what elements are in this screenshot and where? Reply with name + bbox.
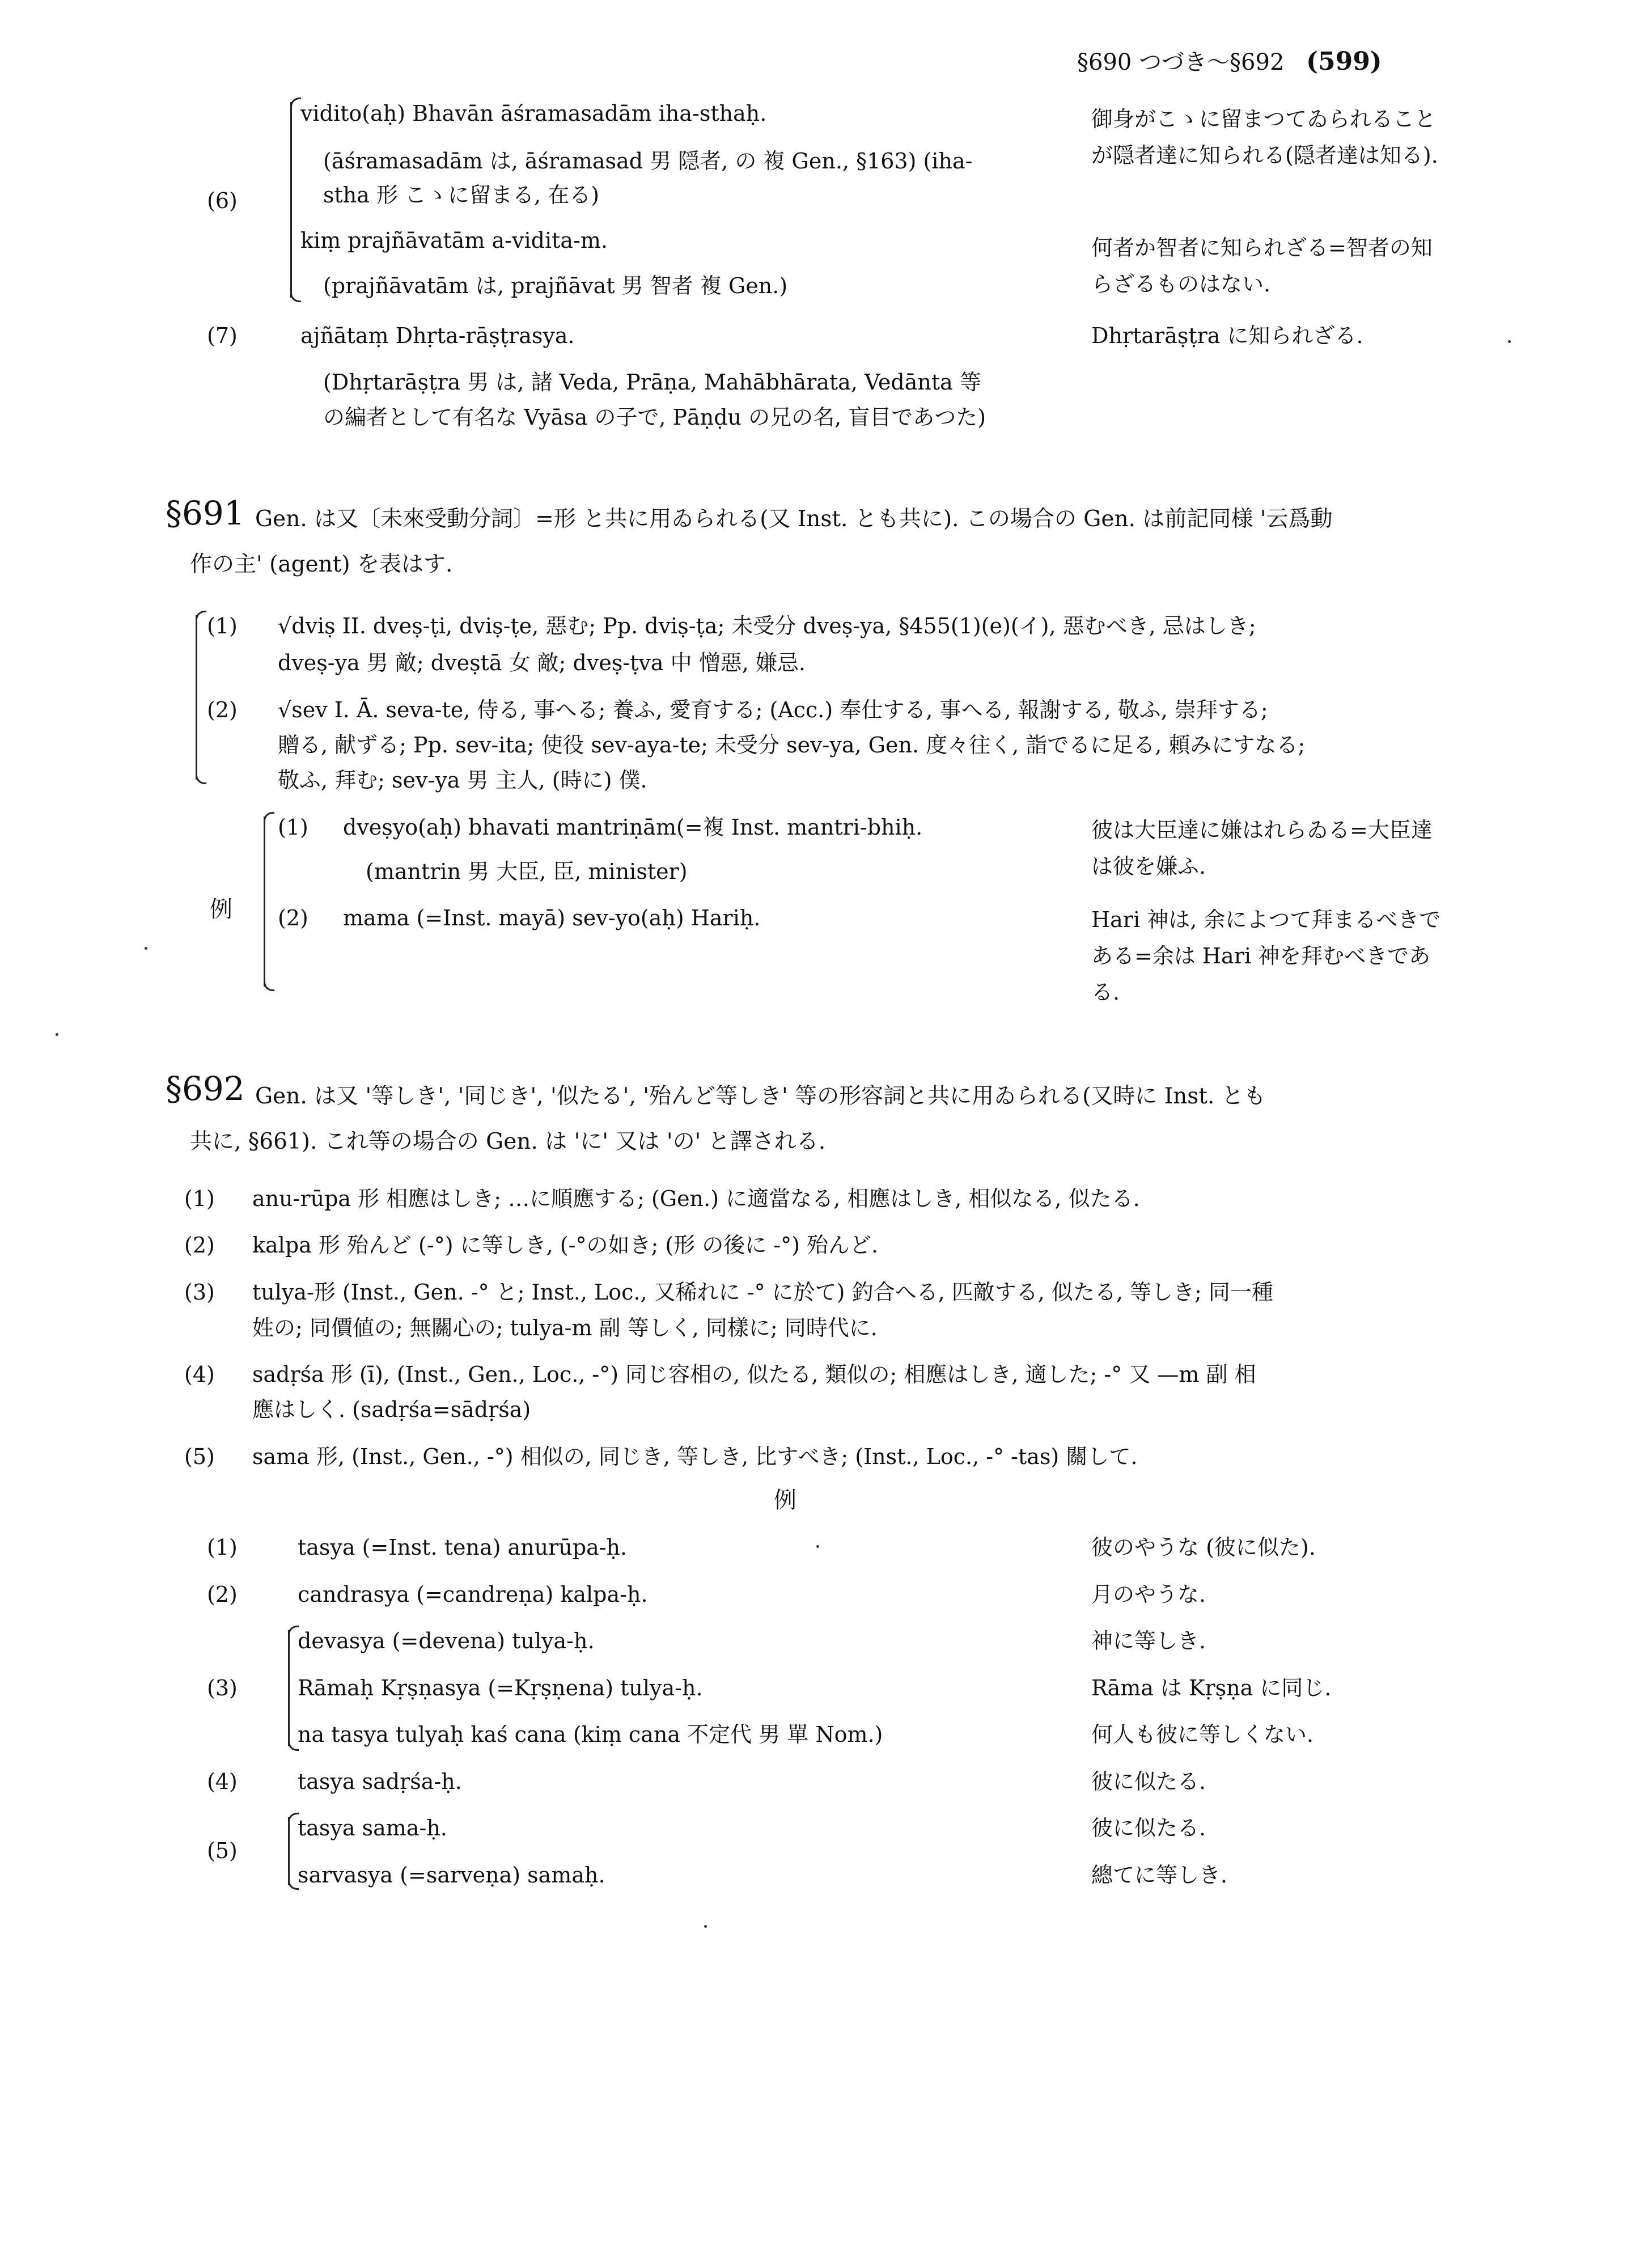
gloss-line: の編者として有名な Vyāsa の子で, Pāṇḍu の兄の名, 盲目であつた) bbox=[323, 405, 986, 430]
adjective-entry: sadṛśa 形 (ī), (Inst., Gen., Loc., -°) 同じ容相の, 似たる, 類似の; 相應はしき, 適した; -° 又 —m 副 相 bbox=[252, 1362, 1256, 1387]
translation: 何者か智者に知られざる=智者の知らざるものはない. bbox=[1091, 235, 1433, 297]
translation: 彼は大臣達に嫌はれらゐる=大臣達は彼を嫌ふ. bbox=[1091, 818, 1433, 879]
sanskrit-line: tasya sadṛśa-ḥ. bbox=[298, 1769, 462, 1794]
example-number: (3) bbox=[207, 1675, 238, 1700]
sanskrit-line: Rāmaḥ Kṛṣṇasya (=Kṛṣṇena) tulya-ḥ. bbox=[298, 1675, 703, 1700]
scan-speck bbox=[1508, 340, 1511, 343]
scan-speck bbox=[816, 1545, 819, 1548]
verb-entry: √sev I. Ā. seva-te, 侍る, 事へる; 養ふ, 愛育する; (Acc.) 奉仕する, 事へる, 報謝する, 敬ふ, 崇拜する; bbox=[278, 697, 1268, 722]
example-number: (1) bbox=[278, 815, 308, 840]
entry-number: (5) bbox=[184, 1444, 215, 1469]
brace bbox=[264, 816, 265, 987]
entry-number: (2) bbox=[184, 1233, 215, 1258]
translation: 御身がこゝに留まつてゐられることが隠者達に知られる(隠者達は知る). bbox=[1091, 107, 1438, 168]
verb-entry: 贈る, 献ずる; Pp. sev-ita; 使役 sev-aya-te; 未受分 sev-ya, Gen. 度々往く, 詣でるに足る, 頼みにすなる; bbox=[278, 733, 1306, 758]
section-number: §692 bbox=[166, 1069, 245, 1108]
example-number: (6) bbox=[207, 188, 238, 213]
brace bbox=[288, 1630, 290, 1746]
sanskrit-line: kiṃ prajñāvatām a-vidita-m. bbox=[300, 228, 608, 253]
brace bbox=[288, 1817, 290, 1885]
translation: 月のやうな. bbox=[1091, 1582, 1206, 1607]
sanskrit-line: dveṣyo(aḥ) bhavati mantriṇām(=複 Inst. mantri-bhiḥ. bbox=[343, 815, 923, 840]
adjective-entry: 姓の; 同價値の; 無關心の; tulya-m 副 等しく, 同樣に; 同時代に. bbox=[252, 1315, 878, 1340]
verb-entry: dveṣ-ya 男 敵; dveṣtā 女 敵; dveṣ-ṭva 中 憎惡, 嫌忌. bbox=[278, 650, 806, 675]
adjective-entry: kalpa 形 殆んど (-°) に等しき, (-°の如き; (形 の後に -°) 殆んど. bbox=[252, 1233, 879, 1258]
scan-speck bbox=[56, 1033, 58, 1036]
example-label: 例 bbox=[774, 1487, 796, 1513]
translation: Rāma は Kṛṣṇa に同じ. bbox=[1091, 1675, 1332, 1700]
adjective-entry: anu-rūpa 形 相應はしき; …に順應する; (Gen.) に適當なる, 相應はしき, 相似なる, 似たる. bbox=[252, 1186, 1140, 1211]
sanskrit-line: mama (=Inst. mayā) sev-yo(aḥ) Hariḥ. bbox=[343, 905, 761, 930]
gloss-line: stha 形 こゝに留まる, 在る) bbox=[323, 183, 600, 208]
gloss-line: (āśramasadām は, āśramasad 男 隠者, の 複 Gen., §163) (iha- bbox=[323, 149, 973, 174]
brace bbox=[196, 615, 197, 780]
sanskrit-line: tasya (=Inst. tena) anurūpa-ḥ. bbox=[298, 1535, 628, 1560]
verb-entry: 敬ふ, 拜む; sev-ya 男 主人, (時に) 僕. bbox=[278, 768, 647, 793]
translation: 總てに等しき. bbox=[1091, 1863, 1228, 1888]
gloss-line: (Dhṛtarāṣṭra 男 は, 諸 Veda, Prāṇa, Mahābhārata, Vedānta 等 bbox=[323, 370, 981, 395]
entry-number: (3) bbox=[184, 1280, 215, 1305]
example-number: (5) bbox=[207, 1838, 238, 1863]
entry-number: (4) bbox=[184, 1362, 215, 1387]
sanskrit-line: tasya sama-ḥ. bbox=[298, 1816, 447, 1840]
running-header bbox=[1077, 44, 1382, 77]
adjective-entry: sama 形, (Inst., Gen., -°) 相似の, 同じき, 等しき, 比すべき; (Inst., Loc., -° -tas) 關して. bbox=[252, 1444, 1138, 1469]
example-number: (2) bbox=[278, 905, 308, 930]
entry-number: (1) bbox=[184, 1186, 215, 1211]
entry-number: (2) bbox=[207, 697, 238, 722]
adjective-entry: 應はしく. (sadṛśa=sādṛśa) bbox=[252, 1397, 531, 1422]
section-intro: 作の主' (agent) を表はす. bbox=[190, 552, 453, 577]
translation: 何人も彼に等しくない. bbox=[1091, 1722, 1314, 1747]
section-intro: 共に, §661). これ等の場合の Gen. は 'に' 又は 'の' と譯される. bbox=[190, 1129, 826, 1154]
sanskrit-line: vidito(aḥ) Bhavān āśramasadām iha-sthaḥ. bbox=[300, 101, 767, 126]
section-intro: Gen. は又〔未來受動分詞〕=形 と共に用ゐられる(又 Inst. とも共に). この場合の Gen. は前記同様 '云爲動 bbox=[255, 506, 1333, 532]
translation: 彼に似たる. bbox=[1091, 1769, 1206, 1794]
header-text: §690 つづき〜§692 bbox=[1077, 49, 1285, 75]
entry-number: (1) bbox=[207, 613, 238, 638]
sanskrit-line: devasya (=devena) tulya-ḥ. bbox=[298, 1628, 595, 1653]
translation: Dhṛtarāṣṭra に知られざる. bbox=[1091, 323, 1363, 348]
section-number: §691 bbox=[166, 494, 245, 532]
gloss-line: (prajñāvatām は, prajñāvat 男 智者 複 Gen.) bbox=[323, 273, 788, 298]
sanskrit-line: na tasya tulyaḥ kaś cana (kiṃ cana 不定代 男 單 Nom.) bbox=[298, 1722, 883, 1747]
translation: 彼のやうな (彼に似た). bbox=[1091, 1535, 1316, 1560]
verb-entry: √dviṣ II. dveṣ-ṭi, dviṣ-ṭe, 惡む; Pp. dviṣ-ṭa; 未受分 dveṣ-ya, §455(1)(e)(イ), 惡むべき, 忌はしき; bbox=[278, 613, 1256, 638]
section-intro: Gen. は又 '等しき', '同じき', '似たる', '殆んど等しき' 等の形容詞と共に用ゐられる(又時に Inst. とも bbox=[255, 1084, 1266, 1109]
page-number: (599) bbox=[1306, 47, 1382, 76]
translation: Hari 神は, 余によつて拜まるべきである=余は Hari 神を拜むべきである. bbox=[1091, 907, 1441, 1005]
gloss-line: (mantrin 男 大臣, 臣, minister) bbox=[366, 859, 688, 884]
scan-speck bbox=[704, 1925, 707, 1928]
sanskrit-line: ajñātaṃ Dhṛta-rāṣṭrasya. bbox=[300, 323, 575, 348]
example-label: 例 bbox=[210, 896, 232, 923]
brace bbox=[290, 102, 292, 298]
translation: 彼に似たる. bbox=[1091, 1816, 1206, 1840]
example-number: (4) bbox=[207, 1769, 238, 1794]
sanskrit-line: sarvasya (=sarveṇa) samaḥ. bbox=[298, 1863, 605, 1888]
scan-speck bbox=[145, 947, 147, 950]
example-number: (1) bbox=[207, 1535, 238, 1560]
translation: 神に等しき. bbox=[1091, 1628, 1206, 1653]
sanskrit-line: candrasya (=candreṇa) kalpa-ḥ. bbox=[298, 1582, 648, 1607]
example-number: (2) bbox=[207, 1582, 238, 1607]
adjective-entry: tulya-形 (Inst., Gen. -° と; Inst., Loc., 又稀れに -° に於て) 釣合へる, 匹敵する, 似たる, 等しき; 同一種 bbox=[252, 1280, 1273, 1305]
example-number: (7) bbox=[207, 323, 238, 348]
